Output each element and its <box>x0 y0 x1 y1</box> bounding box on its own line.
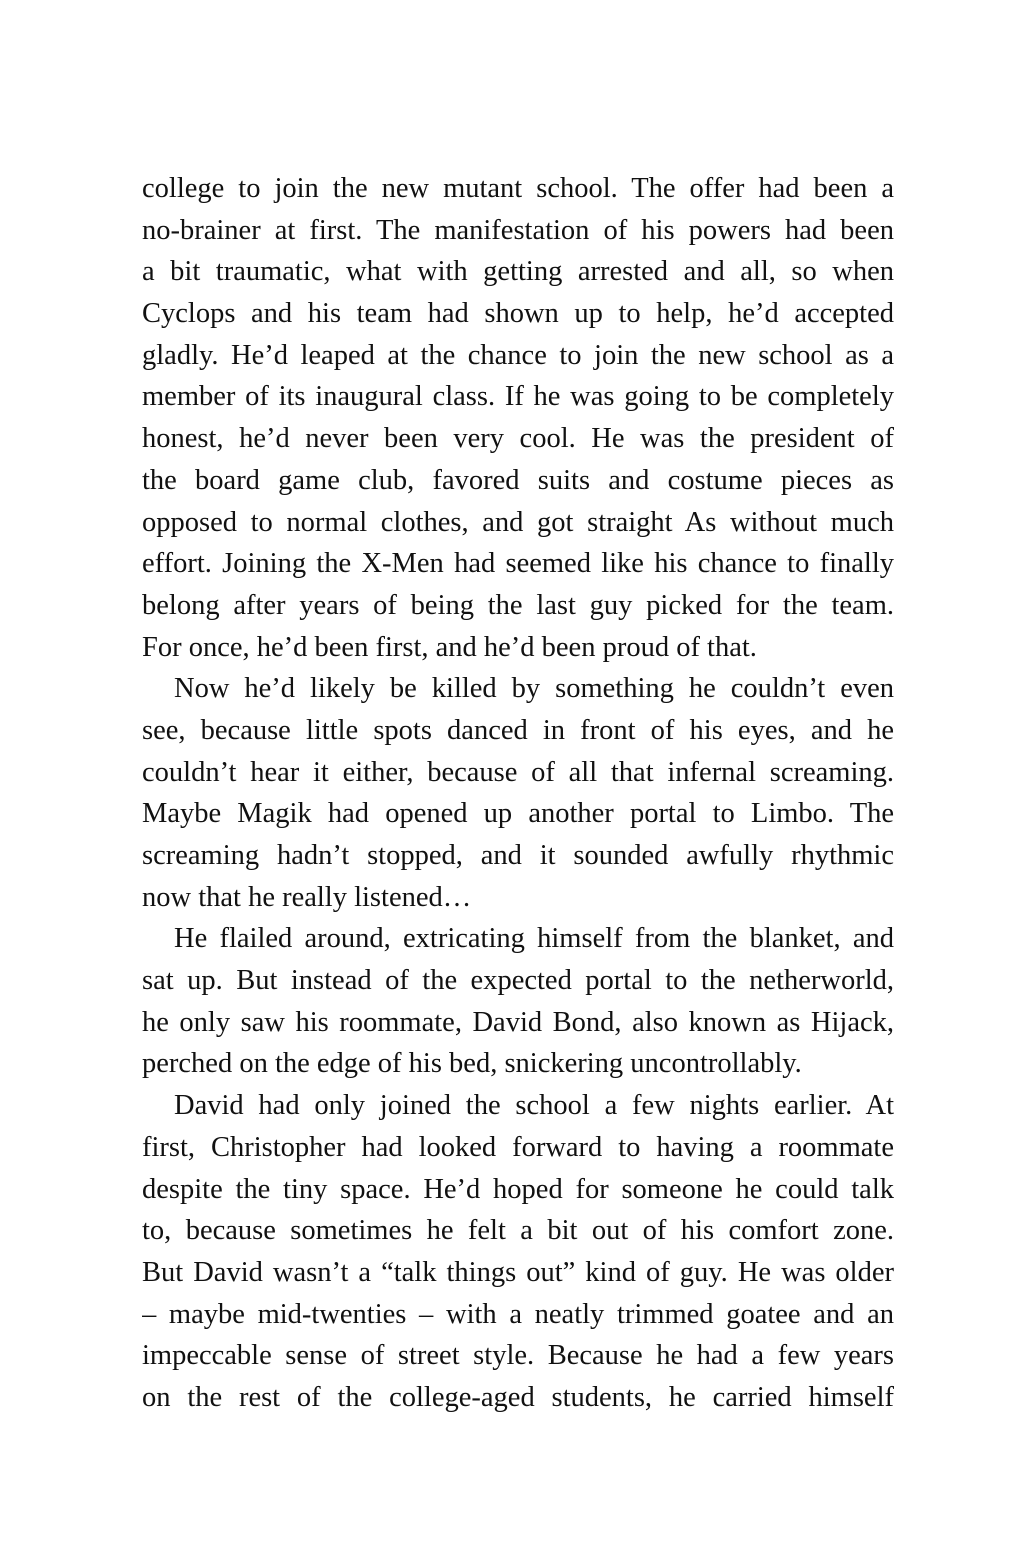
text-line: to, because sometimes he felt a bit out of his comfort zone. <box>142 1215 894 1247</box>
text-line: now that he really listened… <box>142 881 472 913</box>
text-line: on the rest of the college-aged students, he carried himself <box>142 1381 894 1413</box>
text-line: perched on the edge of his bed, snickering uncontrollably. <box>142 1048 802 1080</box>
text-line: belong after years of being the last guy picked for the team. <box>142 589 894 621</box>
book-page-text <box>142 168 894 1419</box>
text-line: gladly. He’d leaped at the chance to join the new school as a <box>142 339 894 371</box>
text-line: impeccable sense of street style. Because he had a few years <box>142 1340 894 1372</box>
text-line: sat up. But instead of the expected portal to the netherworld, <box>142 965 894 997</box>
text-line: he only saw his roommate, David Bond, also known as Hijack, <box>142 1006 894 1038</box>
text-line: Cyclops and his team had shown up to help, he’d accepted <box>142 298 894 330</box>
text-line: a bit traumatic, what with getting arrested and all, so when <box>142 256 894 288</box>
paragraph-first-line: David had only joined the school a few nights earlier. At <box>174 1090 894 1122</box>
text-line: member of its inaugural class. If he was going to be completely <box>142 381 894 413</box>
text-line: no-brainer at first. The manifestation of his powers had been <box>142 214 894 246</box>
text-line: effort. Joining the X-Men had seemed like his chance to finally <box>142 548 894 580</box>
text-line: see, because little spots danced in front of his eyes, and he <box>142 714 894 746</box>
text-line: honest, he’d never been very cool. He was the president of <box>142 423 894 455</box>
text-line: – maybe mid-twenties – with a neatly trimmed goatee and an <box>142 1298 894 1330</box>
text-line: screaming hadn’t stopped, and it sounded awfully rhythmic <box>142 840 894 871</box>
paragraph-first-line: Now he’d likely be killed by something he couldn’t even <box>174 673 894 705</box>
text-line: despite the tiny space. He’d hoped for someone he could talk <box>142 1173 894 1205</box>
paragraph-first-line: He flailed around, extricating himself from the blanket, and <box>174 923 894 955</box>
text-line: opposed to normal clothes, and got straight As without much <box>142 506 894 538</box>
text-line: the board game club, favored suits and costume pieces as <box>142 464 894 496</box>
text-line: Maybe Magik had opened up another portal to Limbo. The <box>142 798 894 830</box>
text-line: For once, he’d been first, and he’d been proud of that. <box>142 631 757 663</box>
text-line: But David wasn’t a “talk things out” kind of guy. He was older <box>142 1256 894 1288</box>
text-line: first, Christopher had looked forward to having a roommate <box>142 1131 894 1163</box>
text-line: couldn’t hear it either, because of all that infernal screaming. <box>142 756 894 788</box>
paragraph-first-line: college to join the new mutant school. The offer had been a <box>142 173 894 204</box>
